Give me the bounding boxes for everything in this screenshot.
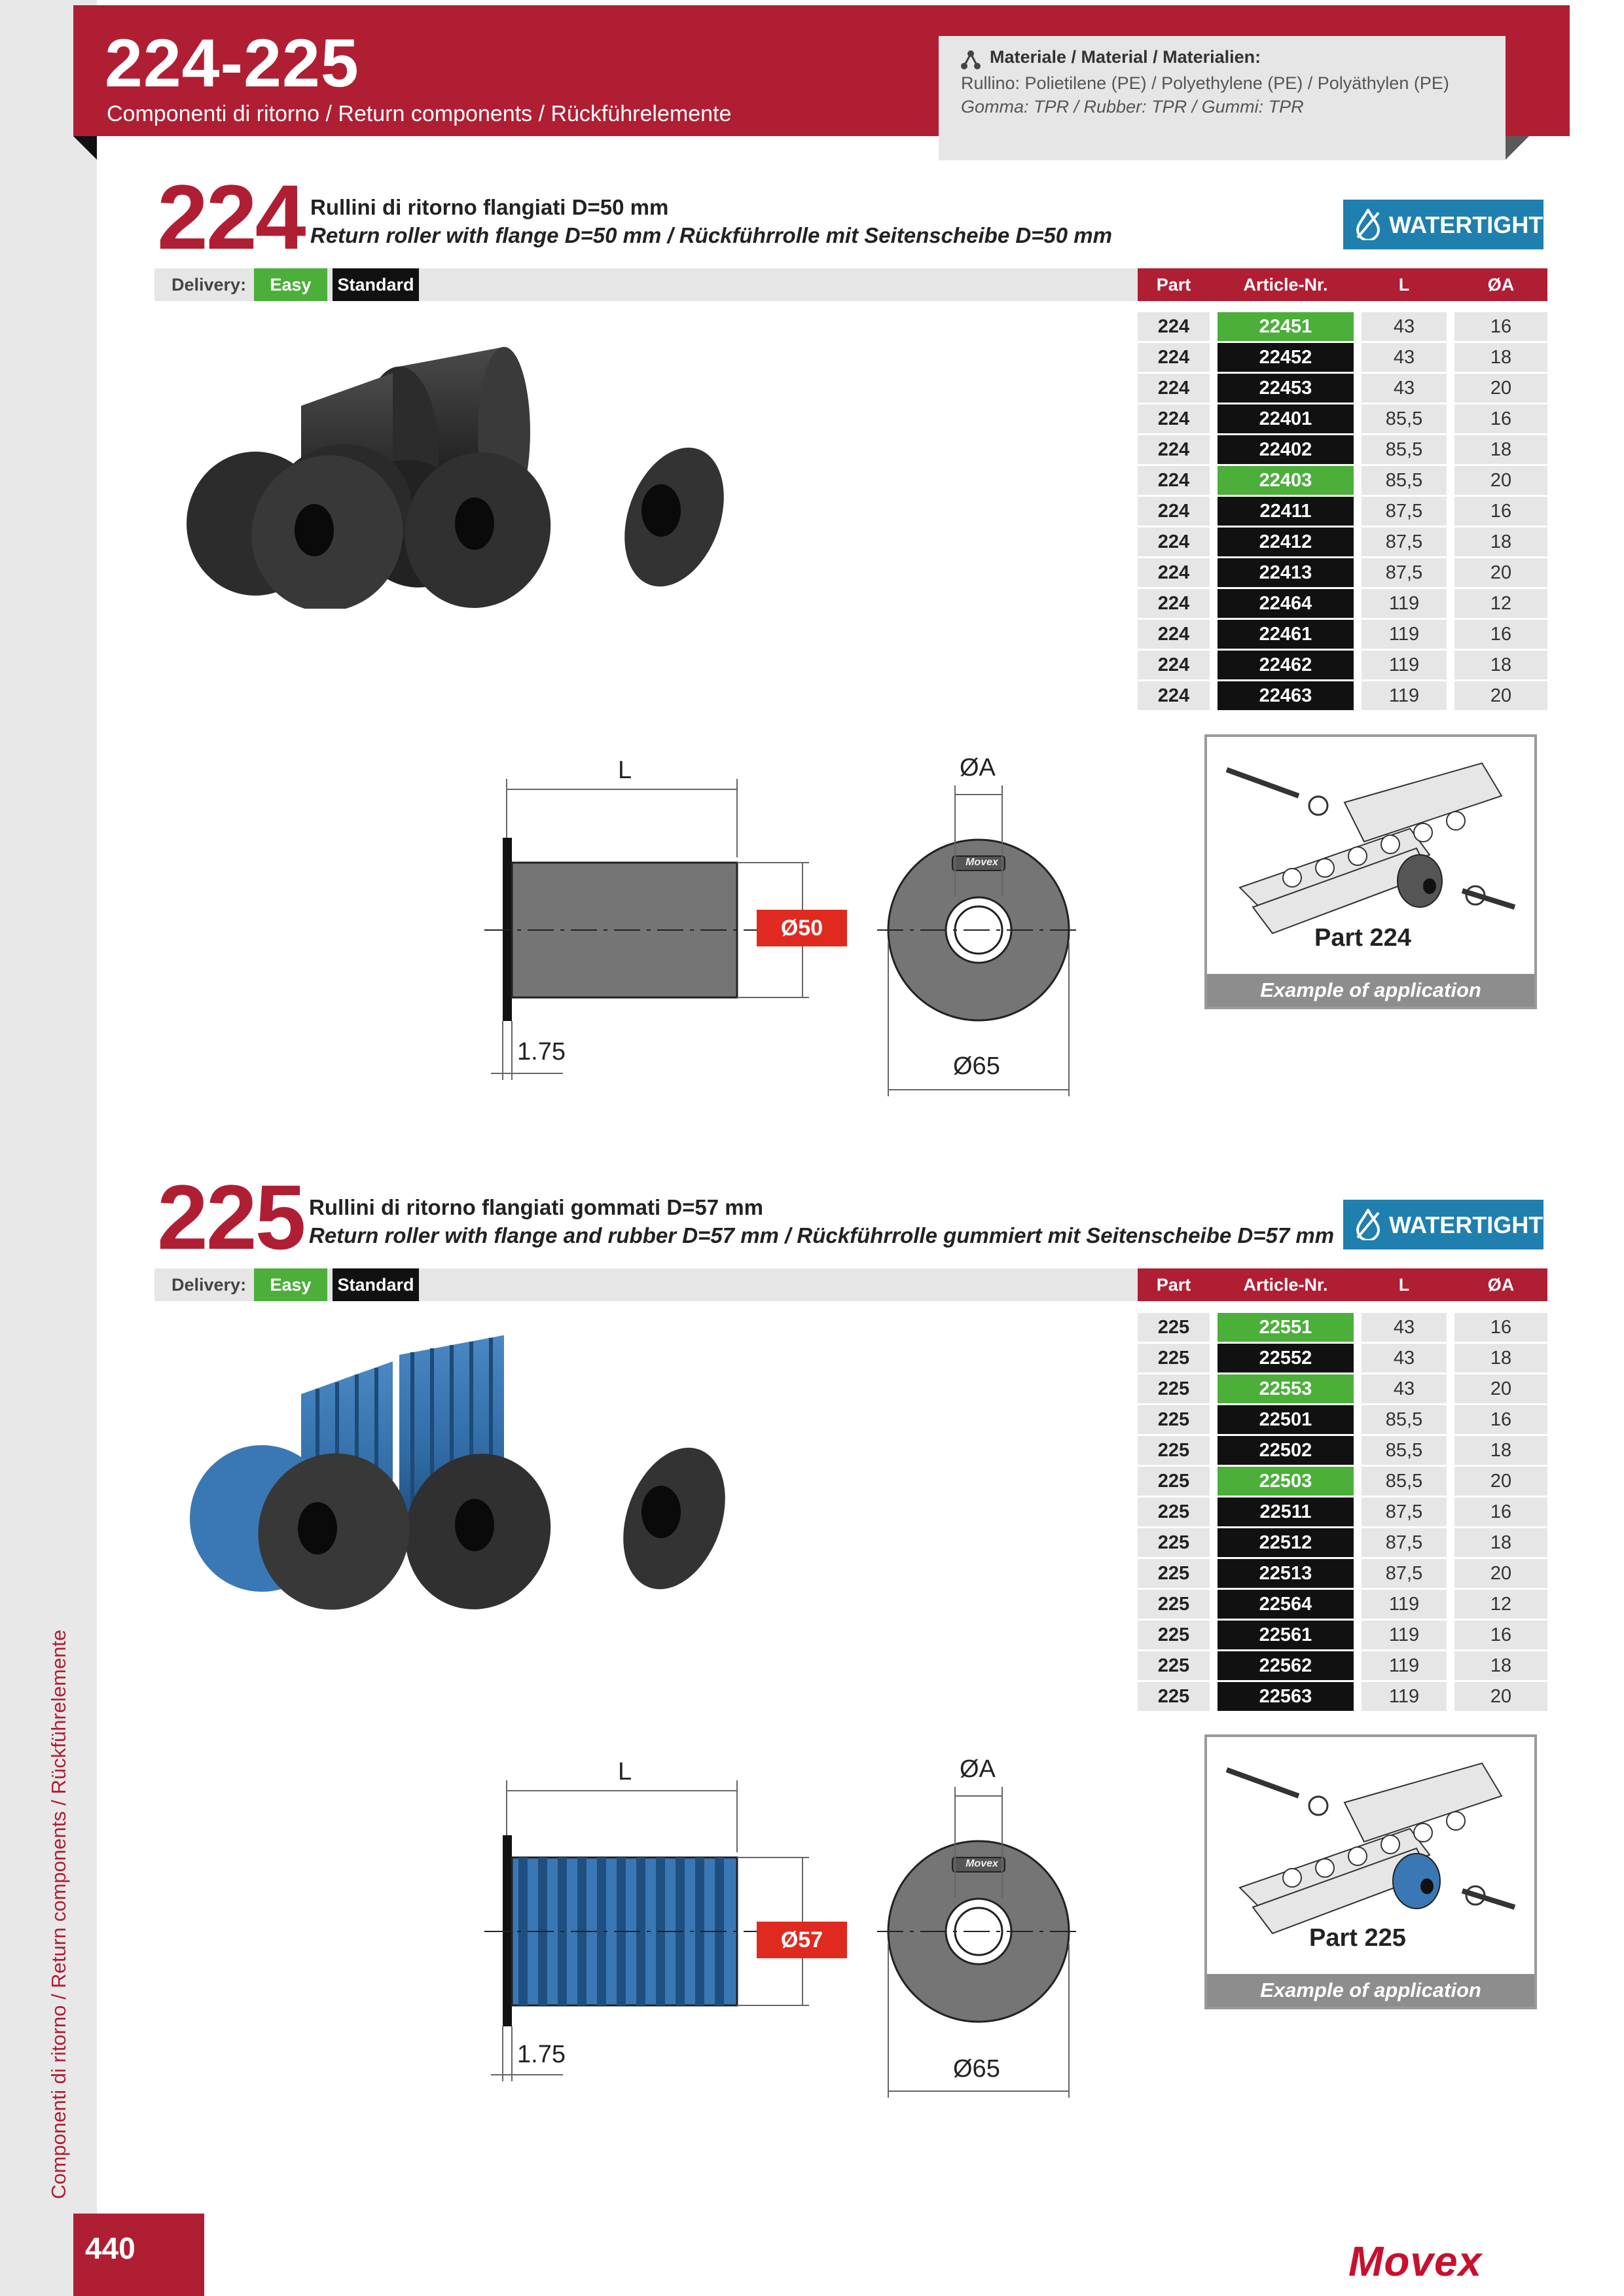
cell-a: 20: [1454, 681, 1547, 710]
cell-a: 12: [1454, 1590, 1547, 1619]
cell-a: 16: [1454, 1621, 1547, 1649]
application-part-label: Part 224: [1314, 924, 1411, 952]
water-drop-icon: [1355, 209, 1381, 240]
cell-part: 225: [1138, 1313, 1210, 1342]
table-row: [1138, 558, 1547, 587]
table-row: [1138, 1374, 1547, 1403]
bore-large: [641, 484, 681, 537]
table-row: [1138, 404, 1547, 433]
cell-a: 18: [1454, 1344, 1547, 1372]
water-drop-icon: [1355, 1209, 1381, 1240]
table-row: [1138, 651, 1547, 679]
cell-part: 225: [1138, 1621, 1210, 1649]
bore-medium: [455, 497, 494, 550]
cell-part: 224: [1138, 681, 1210, 710]
material-title: Materiale / Material / Materialien:: [990, 47, 1261, 67]
bore-small: [295, 504, 334, 556]
col-article: Article-Nr.: [1243, 1275, 1328, 1295]
cell-l: 119: [1362, 1621, 1447, 1649]
delivery-standard-chip: Standard: [333, 1268, 419, 1301]
cell-l: 85,5: [1362, 1405, 1447, 1434]
cell-article: 22403: [1218, 466, 1354, 495]
cell-article: 22551: [1218, 1313, 1354, 1342]
col-l: L: [1398, 275, 1410, 295]
cell-part: 224: [1138, 528, 1210, 556]
cell-l: 43: [1362, 1344, 1447, 1372]
cell-a: 16: [1454, 1498, 1547, 1526]
application-caption: Example of application: [1207, 974, 1534, 1007]
bore-small: [298, 1502, 337, 1554]
dim-length: L: [618, 1758, 632, 1785]
table-row: [1138, 1344, 1547, 1372]
section-title-en: Return roller with flange and rubber D=57 mm / Rückführrolle gummiert mit Seitenscheibe D=57 mm: [309, 1223, 1335, 1247]
section-title-it: Rullini di ritorno flangiati D=50 mm: [310, 195, 669, 219]
cell-l: 43: [1362, 374, 1447, 403]
cell-a: 16: [1454, 1405, 1547, 1434]
watertight-badge: [1343, 200, 1543, 249]
cell-l: 43: [1362, 312, 1447, 341]
cell-part: 225: [1138, 1374, 1210, 1403]
cell-part: 225: [1138, 1344, 1210, 1372]
cell-part: 225: [1138, 1651, 1210, 1680]
delivery-standard-chip: Standard: [333, 268, 419, 301]
delivery-easy-chip: Easy: [254, 268, 327, 301]
cell-part: 224: [1138, 374, 1210, 403]
cell-a: 18: [1454, 1651, 1547, 1680]
col-a: ØA: [1487, 275, 1515, 295]
dim-bore: ØA: [960, 1755, 996, 1783]
application-illustration: [1214, 744, 1528, 940]
cell-article: 22402: [1218, 435, 1354, 464]
cell-a: 18: [1454, 528, 1547, 556]
product-photo-225: [177, 1329, 740, 1617]
cell-article: 22451: [1218, 312, 1354, 341]
cell-l: 119: [1362, 589, 1447, 618]
dim-outer: Ø65: [953, 1052, 1000, 1080]
table-row: [1138, 374, 1547, 403]
cell-part: 225: [1138, 1436, 1210, 1465]
page-subtitle: Componenti di ritorno / Return components / Rückführelemente: [107, 101, 732, 126]
bore-medium: [455, 1499, 494, 1551]
page-number: 440: [85, 2231, 135, 2265]
table-row: [1138, 1682, 1547, 1711]
dim-length: L: [618, 757, 632, 784]
cell-article: 22501: [1218, 1405, 1354, 1434]
application-illustration: [1214, 1744, 1528, 1940]
cell-article: 22461: [1218, 620, 1354, 649]
cell-a: 20: [1454, 1682, 1547, 1711]
cell-a: 18: [1454, 1528, 1547, 1557]
watertight-label: WATERTIGHT: [1389, 211, 1543, 238]
molecule-icon: [960, 49, 982, 71]
table-header: [1138, 1268, 1547, 1301]
product-photo-224: [177, 334, 740, 609]
page-title: 224-225: [105, 26, 359, 101]
cell-a: 18: [1454, 343, 1547, 372]
cell-l: 87,5: [1362, 1498, 1447, 1526]
cell-l: 87,5: [1362, 528, 1447, 556]
col-part: Part: [1156, 1275, 1191, 1295]
cell-part: 225: [1138, 1467, 1210, 1496]
cell-article: 22512: [1218, 1528, 1354, 1557]
cell-article: 22553: [1218, 1374, 1354, 1403]
table-row: [1138, 312, 1547, 341]
cell-a: 18: [1454, 1436, 1547, 1465]
cell-part: 225: [1138, 1528, 1210, 1557]
application-box-224: [1204, 734, 1537, 1009]
cell-a: 20: [1454, 466, 1547, 495]
cell-part: 224: [1138, 404, 1210, 433]
table-row: [1138, 589, 1547, 618]
cell-article: 22562: [1218, 1651, 1354, 1680]
cell-l: 119: [1362, 620, 1447, 649]
cell-a: 16: [1454, 404, 1547, 433]
cell-part: 224: [1138, 343, 1210, 372]
table-row: [1138, 620, 1547, 649]
section-title-it: Rullini di ritorno flangiati gommati D=57 mm: [309, 1195, 763, 1219]
cell-article: 22561: [1218, 1621, 1354, 1649]
cell-article: 22463: [1218, 681, 1354, 710]
delivery-label: Delivery:: [171, 275, 247, 295]
cell-l: 85,5: [1362, 404, 1447, 433]
cell-part: 225: [1138, 1498, 1210, 1526]
cell-a: 20: [1454, 1559, 1547, 1588]
cell-l: 119: [1362, 1590, 1447, 1619]
cell-l: 119: [1362, 1651, 1447, 1680]
table-row: [1138, 1528, 1547, 1557]
dim-bore: ØA: [960, 754, 996, 781]
cell-article: 22511: [1218, 1498, 1354, 1526]
col-a: ØA: [1487, 1275, 1515, 1295]
table-row: [1138, 1559, 1547, 1588]
table-row: [1138, 1590, 1547, 1619]
cell-article: 22453: [1218, 374, 1354, 403]
table-row: [1138, 1405, 1547, 1434]
cell-a: 20: [1454, 558, 1547, 587]
cell-part: 225: [1138, 1590, 1210, 1619]
table-row: [1138, 1467, 1547, 1496]
brand-logo: Movex: [1348, 2238, 1483, 2285]
cell-a: 12: [1454, 589, 1547, 618]
table-row: [1138, 1621, 1547, 1649]
cell-article: 22552: [1218, 1344, 1354, 1372]
cell-a: 16: [1454, 620, 1547, 649]
cell-a: 20: [1454, 374, 1547, 403]
cell-l: 85,5: [1362, 435, 1447, 464]
cell-article: 22413: [1218, 558, 1354, 587]
table-header: [1138, 268, 1547, 301]
cell-article: 22563: [1218, 1682, 1354, 1711]
cell-a: 16: [1454, 1313, 1547, 1342]
cell-a: 16: [1454, 312, 1547, 341]
dim-diameter: Ø57: [757, 1922, 847, 1958]
table-row: [1138, 1313, 1547, 1342]
cell-a: 16: [1454, 497, 1547, 526]
table-row: [1138, 528, 1547, 556]
dim-outer: Ø65: [953, 2055, 1000, 2083]
dim-flange: 1.75: [517, 2041, 566, 2068]
table-row: [1138, 1436, 1547, 1465]
bore-large: [641, 1486, 681, 1538]
table-row: [1138, 497, 1547, 526]
cell-article: 22564: [1218, 1590, 1354, 1619]
cell-part: 225: [1138, 1559, 1210, 1588]
application-part-label: Part 225: [1309, 1924, 1406, 1952]
cell-article: 22462: [1218, 651, 1354, 679]
col-part: Part: [1156, 275, 1191, 295]
cell-l: 119: [1362, 1682, 1447, 1711]
table-row: [1138, 1651, 1547, 1680]
section-number: 224: [157, 166, 304, 268]
cell-l: 87,5: [1362, 1528, 1447, 1557]
cell-article: 22412: [1218, 528, 1354, 556]
cell-l: 43: [1362, 343, 1447, 372]
delivery-label: Delivery:: [171, 1275, 247, 1295]
cell-part: 224: [1138, 651, 1210, 679]
dim-flange: 1.75: [517, 1038, 566, 1066]
watertight-badge: [1343, 1200, 1543, 1249]
cell-l: 87,5: [1362, 497, 1447, 526]
cell-a: 18: [1454, 435, 1547, 464]
col-l: L: [1398, 1275, 1410, 1295]
table-row: [1138, 435, 1547, 464]
material-rubber: Gomma: TPR / Rubber: TPR / Gummi: TPR: [961, 97, 1304, 117]
cell-l: 119: [1362, 681, 1447, 710]
drawing-logo: Movex: [965, 857, 998, 868]
cell-article: 22503: [1218, 1467, 1354, 1496]
table-row: [1138, 681, 1547, 710]
cell-l: 119: [1362, 651, 1447, 679]
application-box-225: [1204, 1734, 1537, 2009]
material-roller: Rullino: Polietilene (PE) / Polyethylene (PE) / Polyäthylen (PE): [961, 73, 1449, 93]
section-title-en: Return roller with flange D=50 mm / Rückführrolle mit Seitenscheibe D=50 mm: [310, 223, 1112, 247]
table-row: [1138, 1498, 1547, 1526]
material-box-fold: [1506, 136, 1529, 160]
delivery-easy-chip: Easy: [254, 1268, 327, 1301]
side-section-label: Componenti di ritorno / Return components / Rückführelemente: [47, 1629, 70, 2199]
cell-a: 20: [1454, 1374, 1547, 1403]
cell-part: 224: [1138, 466, 1210, 495]
cell-part: 224: [1138, 435, 1210, 464]
cell-l: 85,5: [1362, 466, 1447, 495]
col-article: Article-Nr.: [1243, 275, 1328, 295]
table-row: [1138, 466, 1547, 495]
cell-l: 87,5: [1362, 558, 1447, 587]
cell-article: 22401: [1218, 404, 1354, 433]
cell-part: 224: [1138, 312, 1210, 341]
watertight-label: WATERTIGHT: [1389, 1211, 1543, 1238]
section-number: 225: [157, 1166, 304, 1268]
cell-article: 22502: [1218, 1436, 1354, 1465]
cell-l: 43: [1362, 1313, 1447, 1342]
drawing-logo: Movex: [965, 1858, 998, 1869]
cell-part: 225: [1138, 1682, 1210, 1711]
cell-article: 22464: [1218, 589, 1354, 618]
application-caption: Example of application: [1207, 1974, 1534, 2007]
cell-part: 224: [1138, 497, 1210, 526]
cell-part: 224: [1138, 558, 1210, 587]
cell-article: 22411: [1218, 497, 1354, 526]
cell-l: 87,5: [1362, 1559, 1447, 1588]
cell-l: 85,5: [1362, 1436, 1447, 1465]
dim-diameter: Ø50: [757, 910, 847, 946]
cell-article: 22452: [1218, 343, 1354, 372]
cell-a: 18: [1454, 651, 1547, 679]
cell-part: 224: [1138, 620, 1210, 649]
cell-article: 22513: [1218, 1559, 1354, 1588]
cell-l: 85,5: [1362, 1467, 1447, 1496]
table-row: [1138, 343, 1547, 372]
cell-part: 225: [1138, 1405, 1210, 1434]
cell-part: 224: [1138, 589, 1210, 618]
cell-a: 20: [1454, 1467, 1547, 1496]
cell-l: 43: [1362, 1374, 1447, 1403]
